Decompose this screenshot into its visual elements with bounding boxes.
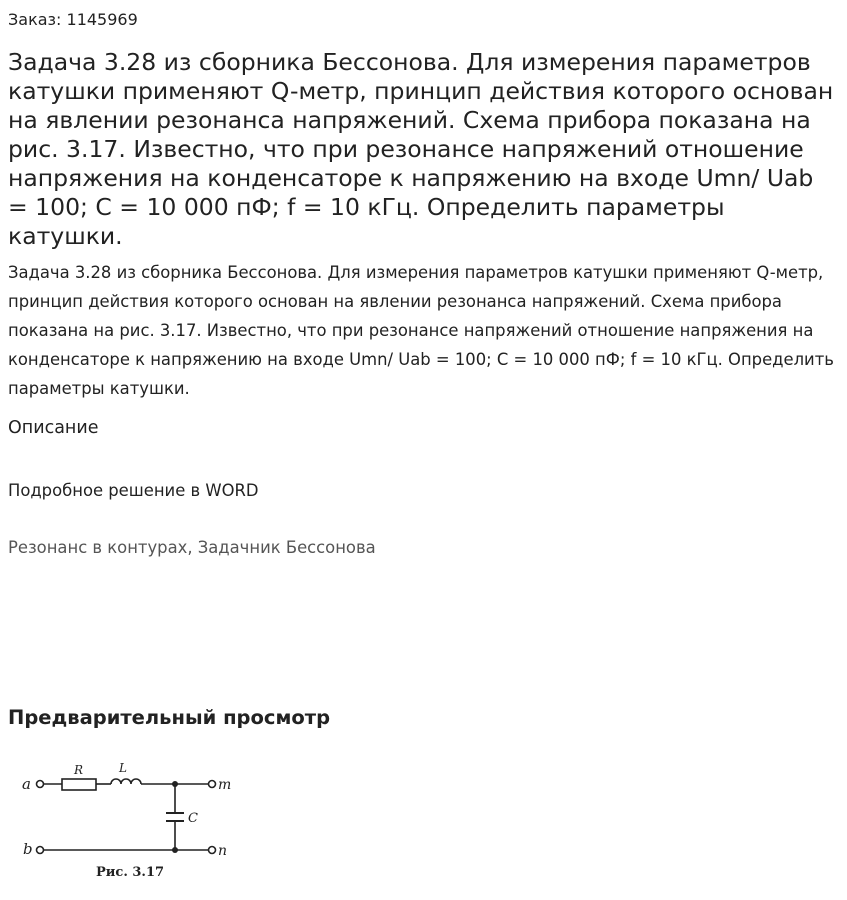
terminal-n (209, 847, 216, 854)
label-n: n (218, 843, 228, 859)
circuit-figure (18, 756, 238, 886)
label-m: m (218, 777, 232, 793)
label-b: b (23, 840, 33, 858)
preview-heading: Предварительный просмотр (8, 706, 331, 729)
description-label: Описание (8, 418, 99, 438)
label-a: a (22, 775, 31, 793)
label-l: L (119, 761, 127, 775)
figure-caption: Рис. 3.17 (96, 865, 165, 880)
label-r: R (74, 763, 84, 777)
task-title: Задача 3.28 из сборника Бессонова. Для измерения параметров катушки применяют Q-метр, принцип действия которого основан на явлении резонанса напряжений. Схема прибора показана на рис. 3.17. Известно, что при резонансе напряжений отношение напряжения на конденсаторе к напряжению на входе Umn/ Uab = 100; С = 10 000 пФ; f = 10 кГц. Определить параметры катушки. (8, 48, 834, 250)
junction-dot (172, 781, 178, 787)
terminal-m (209, 781, 216, 788)
terminal-b (37, 847, 44, 854)
order-number: Заказ: 1145969 (8, 10, 138, 29)
circuit-diagram (18, 756, 238, 886)
resistor-symbol (62, 779, 96, 790)
description-text: Подробное решение в WORD (8, 481, 259, 500)
junction-dot (172, 847, 178, 853)
task-description: Задача 3.28 из сборника Бессонова. Для измерения параметров катушки применяют Q-метр, принцип действия которого основан на явлении резонанса напряжений. Схема прибора показана на рис. 3.17. Известно, что при резонансе напряжений отношение напряжения на конденсаторе к напряжению на входе Umn/ Uab = 100; С = 10 000 пФ; f = 10 кГц. Определить параметры катушки. (8, 263, 834, 398)
label-c: C (188, 811, 198, 826)
inductor-symbol (111, 779, 141, 784)
category-links[interactable]: Резонанс в контурах, Задачник Бессонова (8, 538, 376, 557)
terminal-a (37, 781, 44, 788)
